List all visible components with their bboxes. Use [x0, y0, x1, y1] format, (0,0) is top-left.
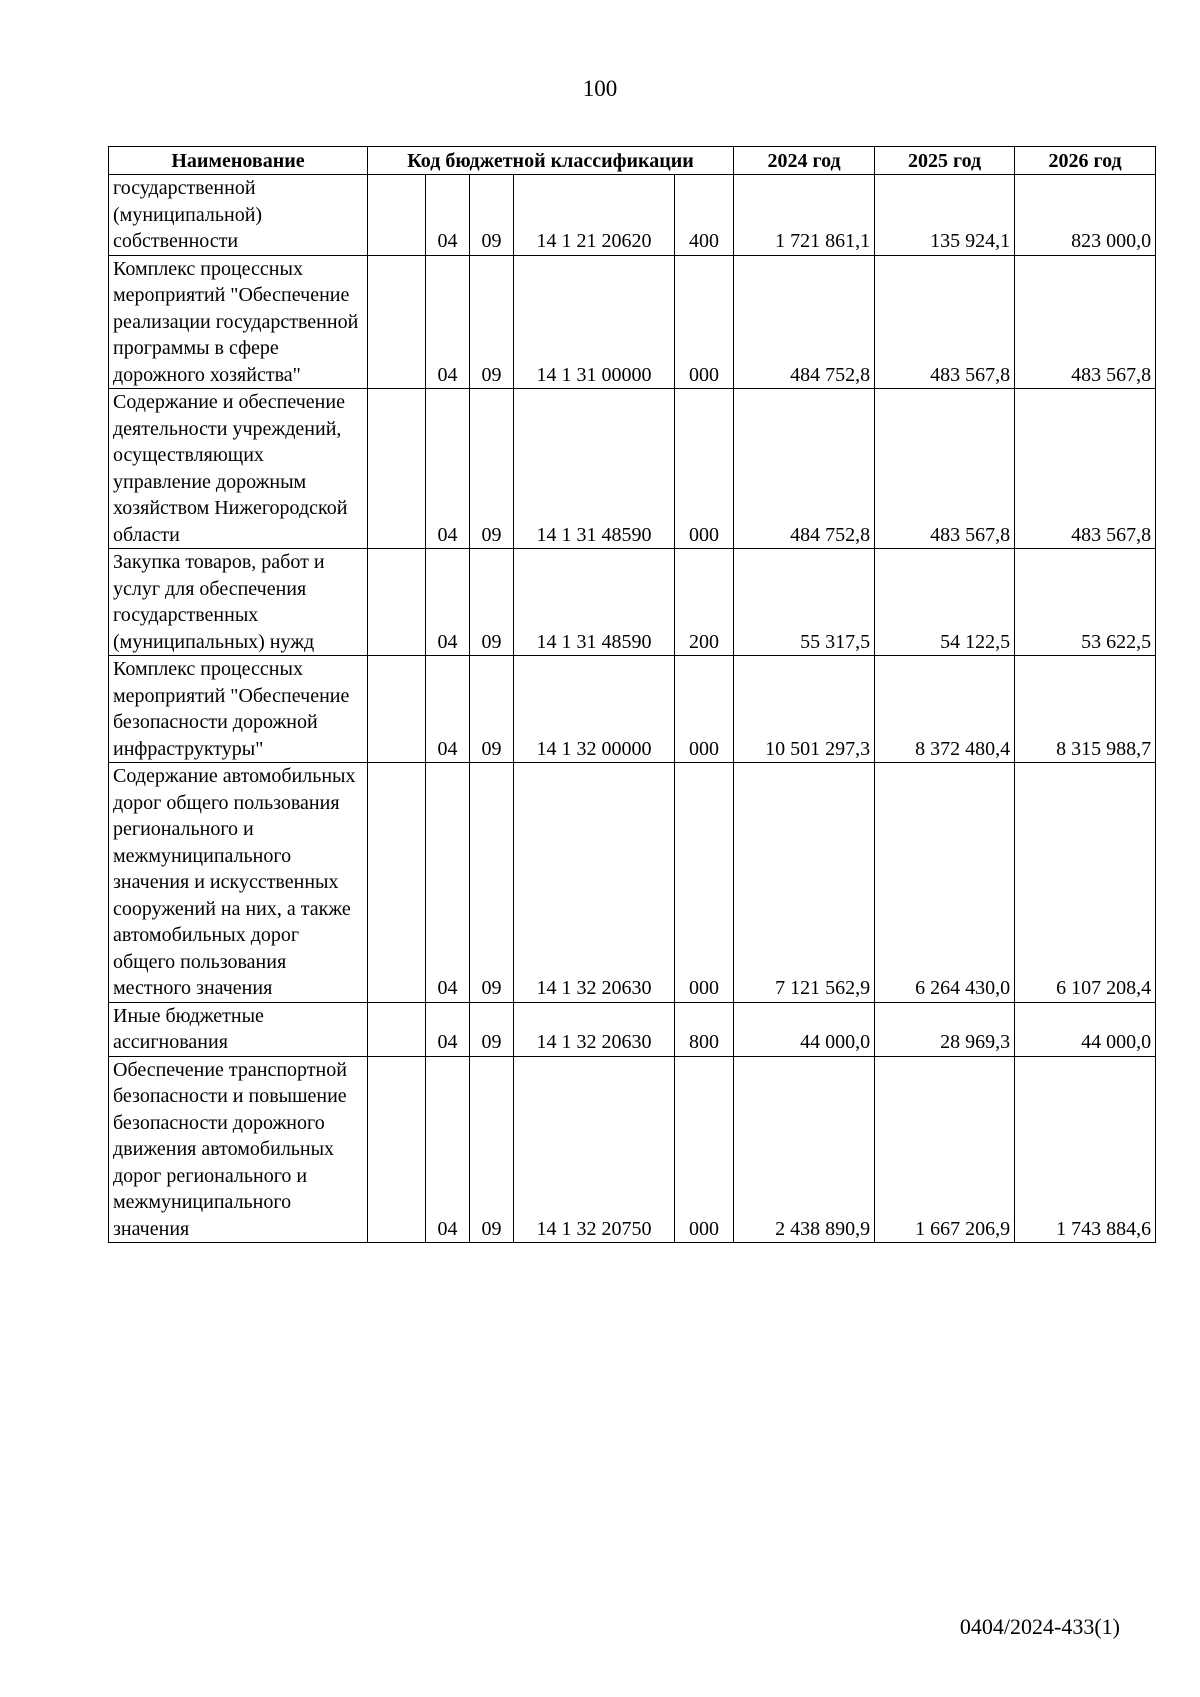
cell-code-target: 14 1 32 20750 [514, 1056, 675, 1243]
cell-code-target: 14 1 32 20630 [514, 763, 675, 1003]
table-row [109, 1002, 1156, 1056]
cell-2024: 2 438 890,9 [734, 1056, 875, 1243]
cell-name: Обеспечение транспортной безопасности и повышение безопасности дорожного движения автомобильных дорог регионального и межмуниципального значения [109, 1056, 368, 1243]
cell-2026: 483 567,8 [1015, 389, 1156, 549]
cell-2025: 8 372 480,4 [875, 656, 1015, 763]
table-row [109, 1056, 1156, 1243]
cell-2024: 7 121 562,9 [734, 763, 875, 1003]
cell-code-target: 14 1 21 20620 [514, 175, 675, 256]
document-id: 0404/2024-433(1) [959, 1614, 1120, 1639]
table-row [109, 763, 1156, 1003]
cell-code-target: 14 1 32 00000 [514, 656, 675, 763]
cell-code-target: 14 1 32 20630 [514, 1002, 675, 1056]
cell-code-expense-type: 000 [675, 656, 734, 763]
cell-code-blank [368, 656, 426, 763]
cell-code-blank [368, 763, 426, 1003]
cell-code-section: 04 [426, 549, 470, 656]
cell-2026: 823 000,0 [1015, 175, 1156, 256]
cell-2024: 1 721 861,1 [734, 175, 875, 256]
cell-code-expense-type: 000 [675, 255, 734, 389]
cell-2025: 483 567,8 [875, 255, 1015, 389]
cell-code-subsection: 09 [470, 175, 514, 256]
cell-code-blank [368, 389, 426, 549]
table-row [109, 255, 1156, 389]
cell-2024: 10 501 297,3 [734, 656, 875, 763]
cell-code-expense-type: 400 [675, 175, 734, 256]
cell-2026: 44 000,0 [1015, 1002, 1156, 1056]
cell-name: Комплекс процессных мероприятий "Обеспечение безопасности дорожной инфраструктуры" [109, 656, 368, 763]
cell-2025: 483 567,8 [875, 389, 1015, 549]
header-code: Код бюджетной классификации [368, 147, 734, 175]
header-2024: 2024 год [734, 147, 875, 175]
cell-code-section: 04 [426, 1056, 470, 1243]
cell-2025: 135 924,1 [875, 175, 1015, 256]
header-name: Наименование [109, 147, 368, 175]
cell-code-subsection: 09 [470, 1056, 514, 1243]
cell-2026: 483 567,8 [1015, 255, 1156, 389]
cell-2025: 1 667 206,9 [875, 1056, 1015, 1243]
cell-2024: 484 752,8 [734, 389, 875, 549]
cell-code-blank [368, 255, 426, 389]
cell-2024: 55 317,5 [734, 549, 875, 656]
table-row [109, 549, 1156, 656]
cell-2026: 53 622,5 [1015, 549, 1156, 656]
cell-code-blank [368, 1056, 426, 1243]
cell-2026: 1 743 884,6 [1015, 1056, 1156, 1243]
cell-2024: 44 000,0 [734, 1002, 875, 1056]
cell-2025: 6 264 430,0 [875, 763, 1015, 1003]
cell-code-section: 04 [426, 656, 470, 763]
table-row [109, 175, 1156, 256]
cell-code-section: 04 [426, 175, 470, 256]
cell-code-blank [368, 1002, 426, 1056]
cell-code-expense-type: 200 [675, 549, 734, 656]
cell-code-target: 14 1 31 48590 [514, 549, 675, 656]
cell-code-target: 14 1 31 00000 [514, 255, 675, 389]
budget-table [108, 146, 1156, 1243]
cell-2025: 54 122,5 [875, 549, 1015, 656]
cell-name: государственной (муниципальной) собственности [109, 175, 368, 256]
cell-name: Комплекс процессных мероприятий "Обеспечение реализации государственной программы в сфере дорожного хозяйства" [109, 255, 368, 389]
cell-2025: 28 969,3 [875, 1002, 1015, 1056]
cell-code-expense-type: 000 [675, 389, 734, 549]
cell-name: Содержание автомобильных дорог общего пользования регионального и межмуниципального значения и искусственных сооружений на них, а также автомобильных дорог общего пользования местного значения [109, 763, 368, 1003]
cell-code-subsection: 09 [470, 656, 514, 763]
cell-2026: 6 107 208,4 [1015, 763, 1156, 1003]
table-row [109, 389, 1156, 549]
cell-code-section: 04 [426, 389, 470, 549]
table-header-row [109, 147, 1156, 175]
cell-name: Иные бюджетные ассигнования [109, 1002, 368, 1056]
cell-code-blank [368, 175, 426, 256]
cell-code-expense-type: 000 [675, 1056, 734, 1243]
cell-code-expense-type: 800 [675, 1002, 734, 1056]
cell-code-subsection: 09 [470, 1002, 514, 1056]
header-2026: 2026 год [1015, 147, 1156, 175]
cell-name: Содержание и обеспечение деятельности учреждений, осуществляющих управление дорожным хозяйством Нижегородской области [109, 389, 368, 549]
cell-code-section: 04 [426, 1002, 470, 1056]
table-row [109, 656, 1156, 763]
table-body [109, 175, 1156, 1243]
cell-code-target: 14 1 31 48590 [514, 389, 675, 549]
cell-code-subsection: 09 [470, 549, 514, 656]
cell-code-expense-type: 000 [675, 763, 734, 1003]
cell-code-subsection: 09 [470, 763, 514, 1003]
header-2025: 2025 год [875, 147, 1015, 175]
cell-code-section: 04 [426, 255, 470, 389]
cell-code-subsection: 09 [470, 255, 514, 389]
cell-name: Закупка товаров, работ и услуг для обеспечения государственных (муниципальных) нужд [109, 549, 368, 656]
cell-code-subsection: 09 [470, 389, 514, 549]
cell-2024: 484 752,8 [734, 255, 875, 389]
page-number: 100 [582, 76, 618, 101]
cell-code-section: 04 [426, 763, 470, 1003]
cell-2026: 8 315 988,7 [1015, 656, 1156, 763]
cell-code-blank [368, 549, 426, 656]
